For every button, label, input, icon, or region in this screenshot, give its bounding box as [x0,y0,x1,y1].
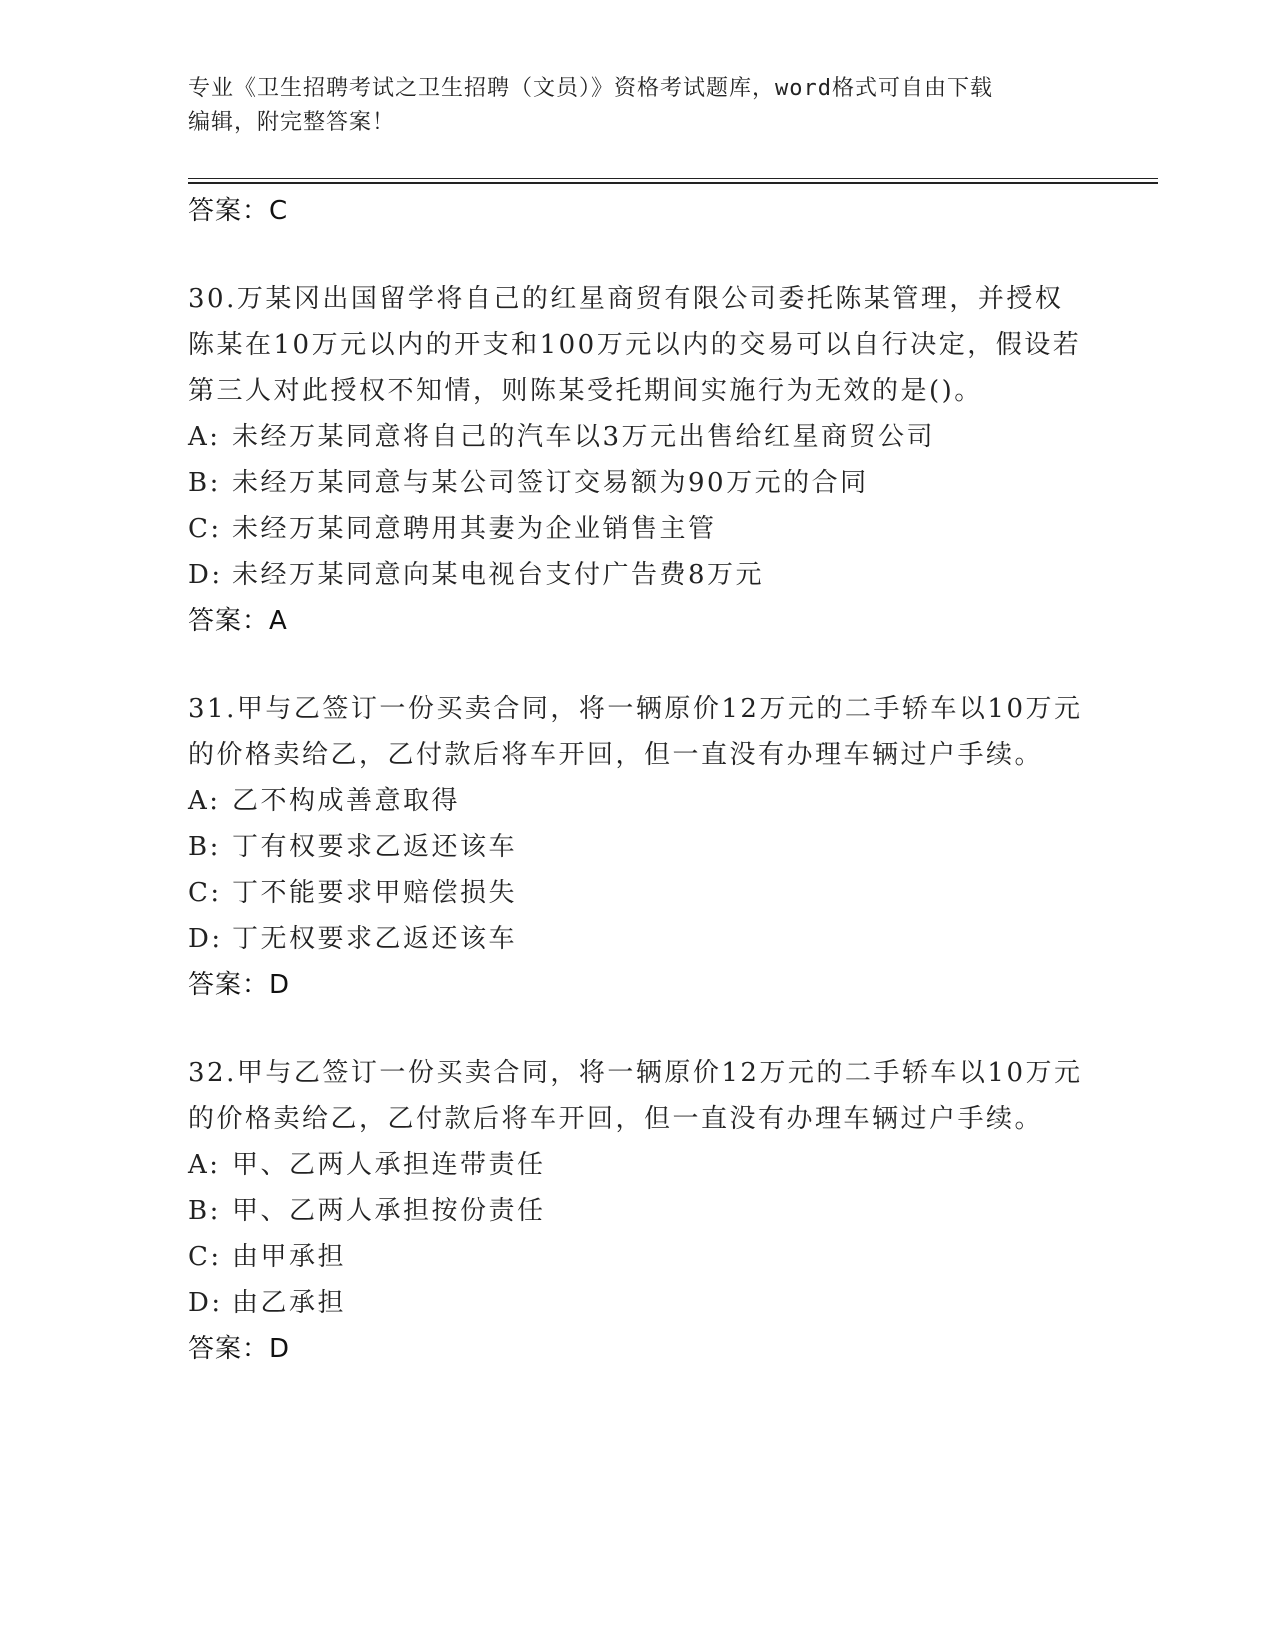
option-letter: D: [188,924,223,954]
answer-line: 答案：C [188,196,289,226]
question-stem: 31.甲与乙签订一份买卖合同，将一辆原价12万元的二手轿车以10万元的价格卖给乙，乙付款后将车开回，但一直没有办理车辆过户手续。 [188,694,1083,770]
option-letter: D: [188,1288,223,1318]
option-letter: A: [188,786,221,816]
option-c [188,870,1088,916]
option-text: 乙不构成善意取得 [232,786,461,816]
option-letter: A: [188,1150,221,1180]
option-letter: A: [188,422,221,452]
option-letter: C: [188,878,222,908]
option-letter: B: [188,1196,221,1226]
option-d [188,552,1088,598]
option-a [188,1142,1088,1188]
option-b [188,460,1088,506]
option-c [188,1234,1088,1280]
question-30 [188,276,1088,644]
question-list [188,188,1088,1372]
question-stem: 30.万某冈出国留学将自己的红星商贸有限公司委托陈某管理，并授权陈某在10万元以内的开支和100万元以内的交易可以自行决定，假设若第三人对此授权不知情，则陈某受托期间实施行为无效的是()。 [188,284,1082,406]
option-text: 甲、乙两人承担按份责任 [232,1196,546,1226]
option-text: 丁无权要求乙返还该车 [232,924,518,954]
option-letter: B: [188,468,221,498]
option-d [188,916,1088,962]
header-divider [188,178,1158,184]
option-text: 未经万某同意向某电视台支付广告费8万元 [232,560,765,590]
answer-line: 答案：D [188,970,291,1000]
question-stem: 32.甲与乙签订一份买卖合同，将一辆原价12万元的二手轿车以10万元的价格卖给乙，乙付款后将车开回，但一直没有办理车辆过户手续。 [188,1058,1083,1134]
option-b [188,824,1088,870]
option-d [188,1280,1088,1326]
option-text: 丁有权要求乙返还该车 [232,832,518,862]
option-c [188,506,1088,552]
option-text: 未经万某同意将自己的汽车以3万元出售给红星商贸公司 [232,422,936,452]
option-letter: B: [188,832,221,862]
option-a [188,414,1088,460]
option-text: 由乙承担 [232,1288,347,1318]
option-a [188,778,1088,824]
option-b [188,1188,1088,1234]
answer-line: 答案：D [188,1334,291,1364]
question-31 [188,686,1088,1008]
option-text: 未经万某同意与某公司签订交易额为90万元的合同 [232,468,869,498]
option-letter: D: [188,560,223,590]
option-text: 未经万某同意聘用其妻为企业销售主管 [232,514,717,544]
option-text: 丁不能要求甲赔偿损失 [232,878,518,908]
header-line-2: 编辑，附完整答案！ [188,110,396,135]
answer-line: 答案：A [188,606,288,636]
question-32 [188,1050,1088,1372]
header-line-1: 专业《卫生招聘考试之卫生招聘（文员）》资格考试题库，word格式可自由下载 [188,76,993,101]
option-text: 由甲承担 [232,1242,347,1272]
document-header [188,72,1068,140]
option-letter: C: [188,1242,222,1272]
option-letter: C: [188,514,222,544]
option-text: 甲、乙两人承担连带责任 [232,1150,546,1180]
